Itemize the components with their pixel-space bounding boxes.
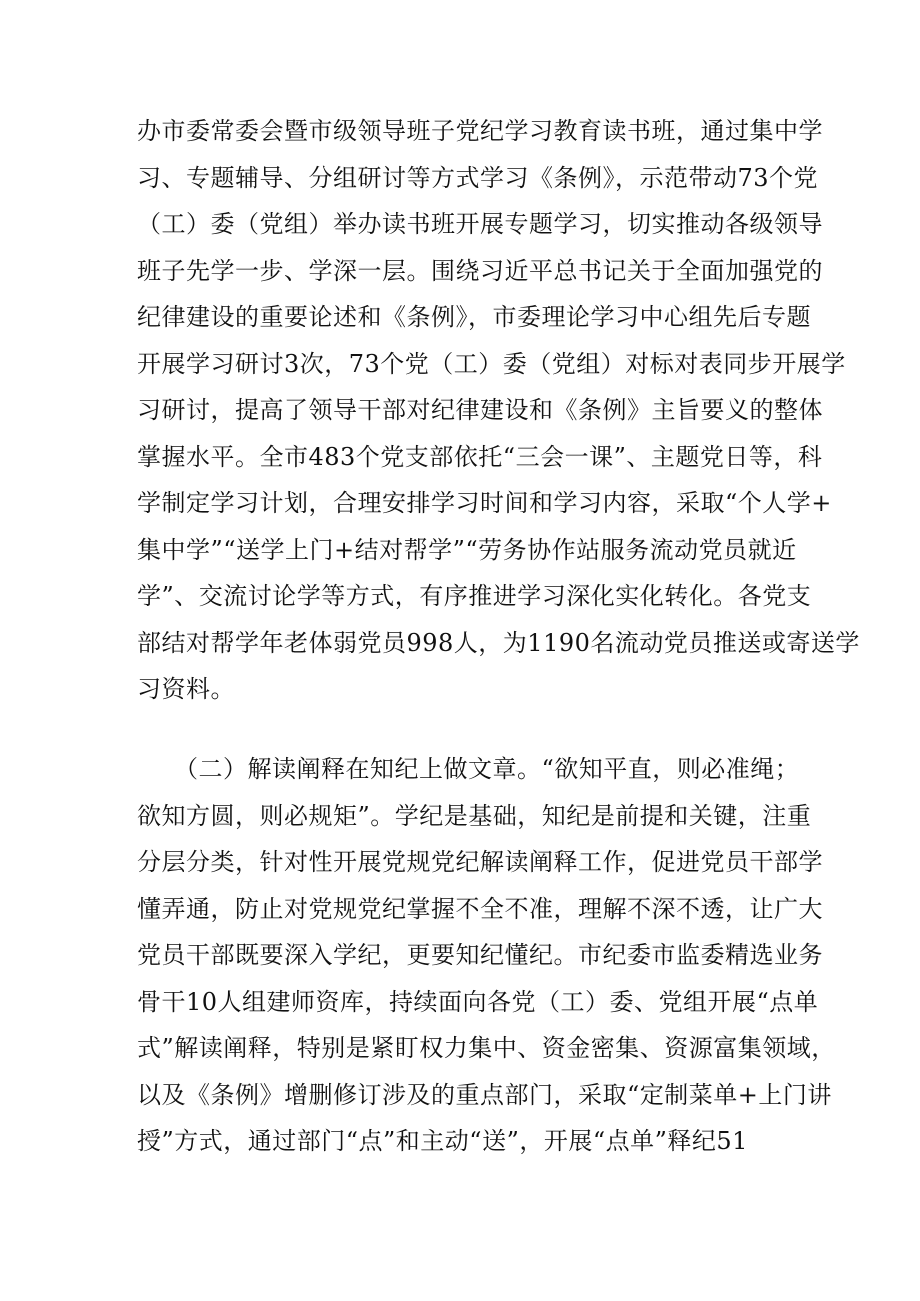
paragraph-2-line: 懂弄通，防止对党规党纪掌握不全不准，理解不深不透，让广大 (137, 894, 823, 923)
paragraph-2-line: 骨干10人组建师资库，持续面向各党（工）委、党组开展“点单 (137, 987, 819, 1016)
paragraph-1 (137, 108, 860, 713)
paragraph-2-line: 分层分类，针对性开展党规党纪解读阐释工作，促进党员干部学 (137, 848, 823, 876)
paragraph-2-line: 党员干部既要深入学纪，更要知纪懂纪。市纪委市监委精选业务 (137, 941, 823, 969)
paragraph-2-line: （二）解读阐释在知纪上做文章。“欲知平直，则必准绳； (137, 755, 800, 783)
paragraph-1-line: 学制定学习计划，合理安排学习时间和学习内容，采取“个人学+ (137, 489, 832, 517)
paragraph-1-line: 集中学”“送学上门+结对帮学”“劳务协作站服务流动党员就近 (137, 535, 797, 564)
paragraph-1-line: 掌握水平。全市483个党支部依托“三会一课”、主题党日等，科 (137, 442, 823, 471)
paragraph-1-line: 习资料。 (137, 675, 235, 703)
paragraph-1-line: 纪律建设的重要论述和《条例》，市委理论学习中心组先后专题 (137, 303, 811, 331)
paragraph-1-line: 开展学习研讨3次，73个党（工）委（党组）对标对表同步开展学 (137, 349, 846, 378)
paragraph-2 (137, 746, 836, 1165)
paragraph-2-line: 授”方式，通过部门“点”和主动“送”，开展“点单”释纪51 (137, 1127, 748, 1155)
paragraph-2-line: 式”解读阐释，特别是紧盯权力集中、资金密集、资源富集领域， (137, 1034, 836, 1062)
paragraph-2-line: 欲知方圆，则必规矩”。学纪是基础，知纪是前提和关键，注重 (137, 801, 812, 830)
paragraph-1-line: （工）委（党组）举办读书班开展专题学习，切实推动各级领导 (137, 210, 823, 238)
paragraph-1-line: 办市委常委会暨市级领导班子党纪学习教育读书班，通过集中学 (137, 117, 823, 145)
paragraph-1-line: 习、专题辅导、分组研讨等方式学习《条例》，示范带动73个党 (137, 163, 819, 192)
paragraph-1-line: 班子先学一步、学深一层。围绕习近平总书记关于全面加强党的 (137, 256, 823, 285)
paragraph-1-line: 学”、交流讨论学等方式，有序推进学习深化实化转化。各党支 (137, 582, 812, 610)
paragraph-1-line: 部结对帮学年老体弱党员998人，为1190名流动党员推送或寄送学 (137, 628, 860, 657)
paragraph-2-line: 以及《条例》增删修订涉及的重点部门，采取“定制菜单+上门讲 (137, 1080, 832, 1109)
paragraph-1-line: 习研讨，提高了领导干部对纪律建设和《条例》主旨要义的整体 (137, 396, 823, 424)
